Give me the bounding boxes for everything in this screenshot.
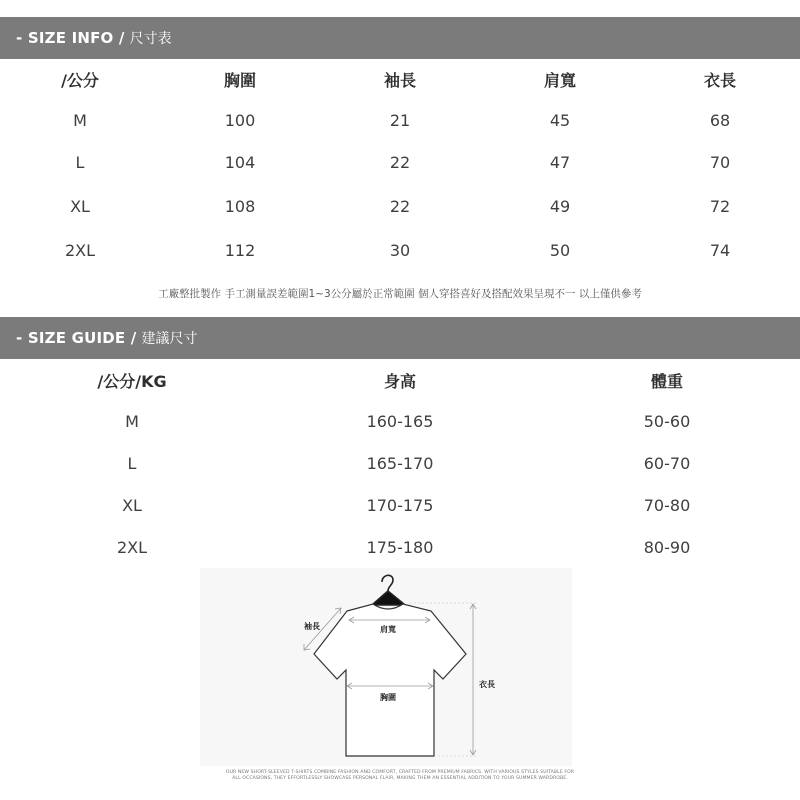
weight-cell: 80-90 — [643, 538, 691, 557]
shoulder-width-label: 肩寬 — [380, 625, 396, 634]
size-cell: L — [75, 153, 85, 172]
sleeve-cell: 21 — [389, 111, 411, 130]
size-guide-header — [0, 317, 800, 359]
height-cell: 170-175 — [366, 496, 434, 515]
size-cell: L — [127, 454, 137, 473]
shoulder-cell: 47 — [549, 153, 571, 172]
weight-cell: 60-70 — [643, 454, 691, 473]
shoulder-cell: 50 — [549, 241, 571, 260]
size-cell: 2XL — [64, 241, 96, 260]
footer-line: OUR NEW SHORT-SLEEVED T-SHIRTS COMBINE FASHION AND COMFORT, CRAFTED FROM PREMIUM FABRICS. WITH VARIOUS STYLES SUITABLE FOR — [225, 770, 575, 775]
footer-line: ALL OCCASIONS, THEY EFFORTLESSLY SHOWCASE PERSONAL FLAIR, MAKING THEM AN ESSENTIAL ADDITION TO YOUR SUMMER WARDROBE. — [232, 776, 568, 781]
size-cell: XL — [122, 496, 142, 515]
size-info-header-row — [0, 69, 800, 93]
height-cell: 165-170 — [366, 454, 434, 473]
length-cell: 74 — [709, 241, 731, 260]
header-cell-length: 衣長 — [703, 71, 736, 90]
hanger-icon — [372, 575, 405, 605]
size-guide-header-row — [0, 370, 800, 394]
chest-cell: 108 — [224, 197, 256, 216]
table-row — [0, 239, 800, 263]
sleeve-length-label: 袖長 — [304, 622, 320, 631]
chest-label: 胸圍 — [380, 693, 396, 702]
table-row — [0, 410, 800, 434]
length-cell: 72 — [709, 197, 731, 216]
table-row — [0, 195, 800, 219]
header-cell-sleeve: 袖長 — [383, 71, 416, 90]
tshirt-measurement-diagram — [200, 568, 572, 766]
size-cell: M — [73, 111, 87, 130]
size-cell: XL — [70, 197, 90, 216]
header-cell-height: 身高 — [383, 372, 416, 391]
sleeve-cell: 22 — [389, 197, 411, 216]
measurement-note: 工廠整批製作 手工測量誤差範圍1~3公分屬於正常範圍 個人穿搭喜好及搭配效果呈現不一 以上僅供參考 — [158, 288, 642, 300]
height-cell: 160-165 — [366, 412, 434, 431]
table-row — [0, 151, 800, 175]
table-row — [0, 109, 800, 133]
header-cell-shoulder: 肩寬 — [543, 71, 576, 90]
sleeve-cell: 30 — [389, 241, 411, 260]
size-guide-title-en: - SIZE GUIDE / — [16, 329, 137, 347]
chest-cell: 104 — [224, 153, 256, 172]
table-row — [0, 452, 800, 476]
header-cell-unit: /公分/KG — [97, 372, 167, 391]
tshirt-outline-icon — [200, 568, 572, 766]
length-cell: 68 — [709, 111, 731, 130]
table-row — [0, 536, 800, 560]
header-cell-chest: 胸圍 — [223, 71, 256, 90]
shoulder-cell: 49 — [549, 197, 571, 216]
size-cell: M — [125, 412, 139, 431]
length-cell: 70 — [709, 153, 731, 172]
size-info-title-zh: 尺寸表 — [129, 31, 172, 47]
body-length-label: 衣長 — [479, 680, 495, 689]
header-cell-unit: /公分 — [61, 71, 99, 90]
size-info-title-en: - SIZE INFO / — [16, 29, 125, 47]
weight-cell: 50-60 — [643, 412, 691, 431]
size-info-header — [0, 17, 800, 59]
weight-cell: 70-80 — [643, 496, 691, 515]
table-row — [0, 494, 800, 518]
height-cell: 175-180 — [366, 538, 434, 557]
product-description-footer — [200, 770, 600, 782]
chest-cell: 112 — [224, 241, 256, 260]
shoulder-cell: 45 — [549, 111, 571, 130]
chest-cell: 100 — [224, 111, 256, 130]
header-cell-weight: 體重 — [650, 372, 683, 391]
size-guide-title-zh: 建議尺寸 — [141, 331, 198, 347]
size-cell: 2XL — [116, 538, 148, 557]
sleeve-cell: 22 — [389, 153, 411, 172]
